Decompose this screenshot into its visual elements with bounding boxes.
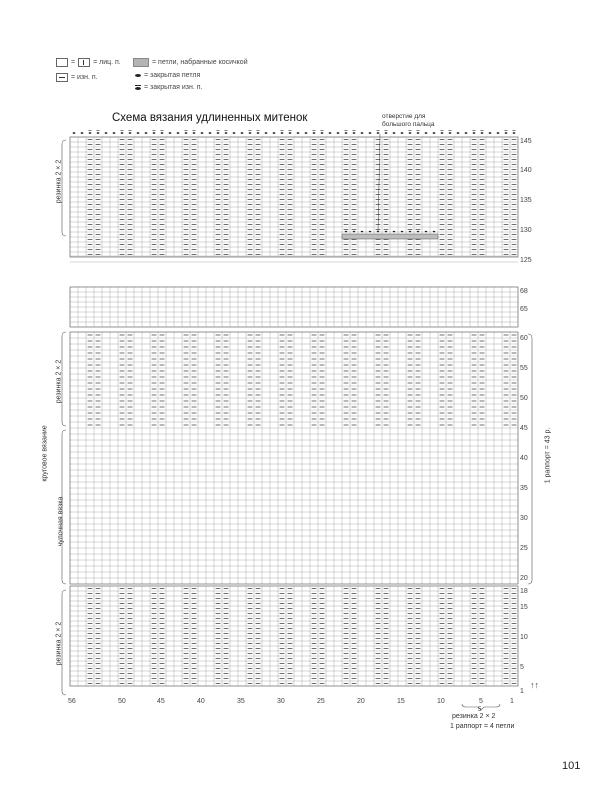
legend-bound-off-label: = закрытая петля — [144, 72, 201, 79]
col-number: 20 — [357, 698, 365, 705]
row-number: 68 — [520, 288, 528, 295]
row-number: 30 — [520, 515, 528, 522]
row-number: 5 — [520, 664, 524, 671]
row-number: 1 — [520, 688, 524, 695]
row-number: 130 — [520, 227, 532, 234]
thumb-hole-note: отверстие для большого пальца — [382, 113, 435, 128]
row-number: 55 — [520, 365, 528, 372]
col-number: 50 — [118, 698, 126, 705]
repeat-brace-number: 5 — [478, 707, 482, 713]
section-body — [70, 332, 518, 584]
row-number: 10 — [520, 634, 528, 641]
legend-knit-label: = лиц. п. — [93, 59, 121, 66]
side-label-stockinette: чулочная вязка — [57, 496, 65, 547]
col-number: 10 — [437, 698, 445, 705]
row-number: 145 — [520, 138, 532, 145]
chart-title: Схема вязания удлиненных митенок — [112, 112, 308, 124]
row-number: 125 — [520, 257, 532, 264]
side-label-repeat-rows: 1 раппорт = 43 р. — [544, 427, 552, 484]
col-number: 25 — [317, 698, 325, 705]
row-number: 25 — [520, 545, 528, 552]
side-label-rib-mid: резинка 2 × 2 — [55, 359, 63, 404]
row-number: 50 — [520, 395, 528, 402]
col-number: 30 — [277, 698, 285, 705]
row-number: 35 — [520, 485, 528, 492]
section-rib-bottom — [70, 586, 518, 686]
row-number: 18 — [520, 588, 528, 595]
legend-knit: = = лиц. п. — [56, 58, 121, 67]
repeat-rows-bracket — [528, 334, 532, 584]
row-number: 65 — [520, 306, 528, 313]
bottom-rib-label: резинка 2 × 2 — [452, 713, 496, 720]
row-number: 15 — [520, 604, 528, 611]
col-number: 5 — [479, 698, 483, 705]
col-number: 56 — [68, 698, 76, 705]
section-plain-mid-top — [70, 287, 518, 327]
row-number: 135 — [520, 197, 532, 204]
col-number: 45 — [157, 698, 165, 705]
col-number: 1 — [510, 698, 514, 705]
section-rib-top — [70, 137, 518, 257]
row-number: 140 — [520, 167, 532, 174]
bottom-repeat-label: 1 раппорт = 4 петли — [450, 723, 515, 730]
side-label-rib-bottom: резинка 2 × 2 — [55, 621, 63, 666]
row-number: 40 — [520, 455, 528, 462]
side-label-circular: круговое вязание — [41, 425, 49, 482]
direction-arrows-icon: ↑↑ — [530, 680, 539, 690]
col-number: 35 — [237, 698, 245, 705]
row-number: 20 — [520, 575, 528, 582]
note-leader-line — [378, 134, 380, 232]
legend-bound-off-purl-label: = закрытая изн. п. — [144, 84, 203, 91]
col-number: 15 — [397, 698, 405, 705]
side-label-rib-top: резинка 2 × 2 — [55, 159, 63, 204]
col-number: 40 — [197, 698, 205, 705]
page-number: 101 — [562, 760, 581, 772]
row-number: 60 — [520, 335, 528, 342]
legend-purl-label: = изн. п. — [71, 74, 98, 81]
row-number: 45 — [520, 425, 528, 432]
thumb-hole-cast-on — [342, 234, 438, 239]
legend-cable-label: = петли, набранные косичкой — [152, 59, 248, 66]
